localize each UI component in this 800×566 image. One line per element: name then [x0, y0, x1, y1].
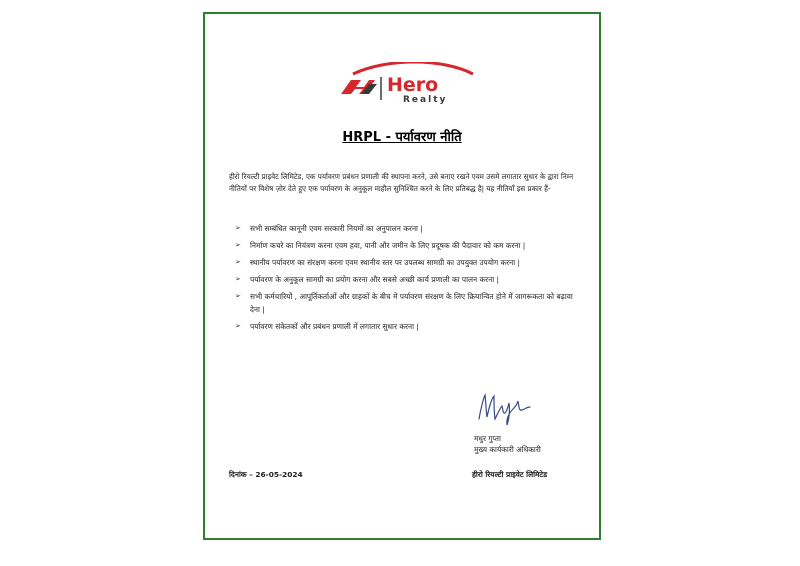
list-item: ➢ पर्यावरण संकेतकों और प्रबंधन प्रणाली में लगातार सुधार करना |: [235, 322, 419, 331]
list-item: ➢ पर्यावरण के अनुकूल सामग्री का प्रयोग करना और सबसे अच्छी कार्य प्रणाली का पालन करना |: [235, 275, 500, 284]
signer-designation: मुख्य कार्यकारी अधिकारी: [474, 445, 541, 454]
signer-block: [474, 433, 541, 455]
signer-name: मधुर गुप्ता: [474, 434, 501, 443]
list-item: ➢ स्थानीय पर्यावरण का संरक्षण करना एवम स्थानीय स्तर पर उपलब्ध सामग्री का उपयुक्त उपयोग करना |: [235, 258, 521, 267]
policy-list: [233, 222, 577, 337]
arrow-bullet-icon: ➢: [235, 275, 241, 283]
policy-document: [203, 12, 601, 540]
arrow-bullet-icon: ➢: [235, 224, 241, 232]
list-item: ➢ निर्माण कचरे का नियंत्रण करना एवम हवा, पानी और जमीन के लिए प्रदूषक की पैदावार को कम करना |: [235, 241, 526, 250]
arrow-bullet-icon: ➢: [235, 292, 241, 300]
page-title: HRPL - पर्यावरण नीति: [342, 130, 462, 145]
handwritten-signature: [475, 389, 535, 429]
list-item: ➢ सभी सम्बंधित कानूनी एवम सरकारी नियमों का अनुपालन करना |: [235, 224, 423, 233]
arrow-bullet-icon: ➢: [235, 241, 241, 249]
arrow-bullet-icon: ➢: [235, 258, 241, 266]
list-item: ➢ सभी कर्मचारियों , आपूर्तिकर्ताओं और ग्राहकों के बीच में पर्यावरण संरक्षण के लिए क्रियान्वित होने में जागरूकता को बढ़ावा देना |: [235, 292, 573, 314]
hero-realty-logo: [337, 62, 475, 104]
intro-paragraph: हीरो रियल्टी प्राइवेट लिमिटेड, एक पर्यावरण प्रबंधन प्रणाली की स्थापना करने, उसे बनाए रखने एवम उसमे लगातार सुधार के द्वारा निम्न नीतियों पर विशेष ज़ोर देते हुए एक पर्यावरण के अनुकूल माहौल सुनिश्चित करने के लिए प्रतिबद्ध है| यह नीतियाँ इस प्रकार हैं-: [229, 172, 574, 193]
brand-sub: Realty: [403, 95, 448, 104]
hero-logo-icon: [337, 62, 475, 104]
brand-name: Hero: [387, 74, 439, 96]
arrow-bullet-icon: ➢: [235, 322, 241, 330]
date-line: दिनांक – 26-05-2024: [229, 470, 303, 479]
company-name: हीरो रियल्टी प्राइवेट लिमिटेड: [472, 470, 548, 479]
